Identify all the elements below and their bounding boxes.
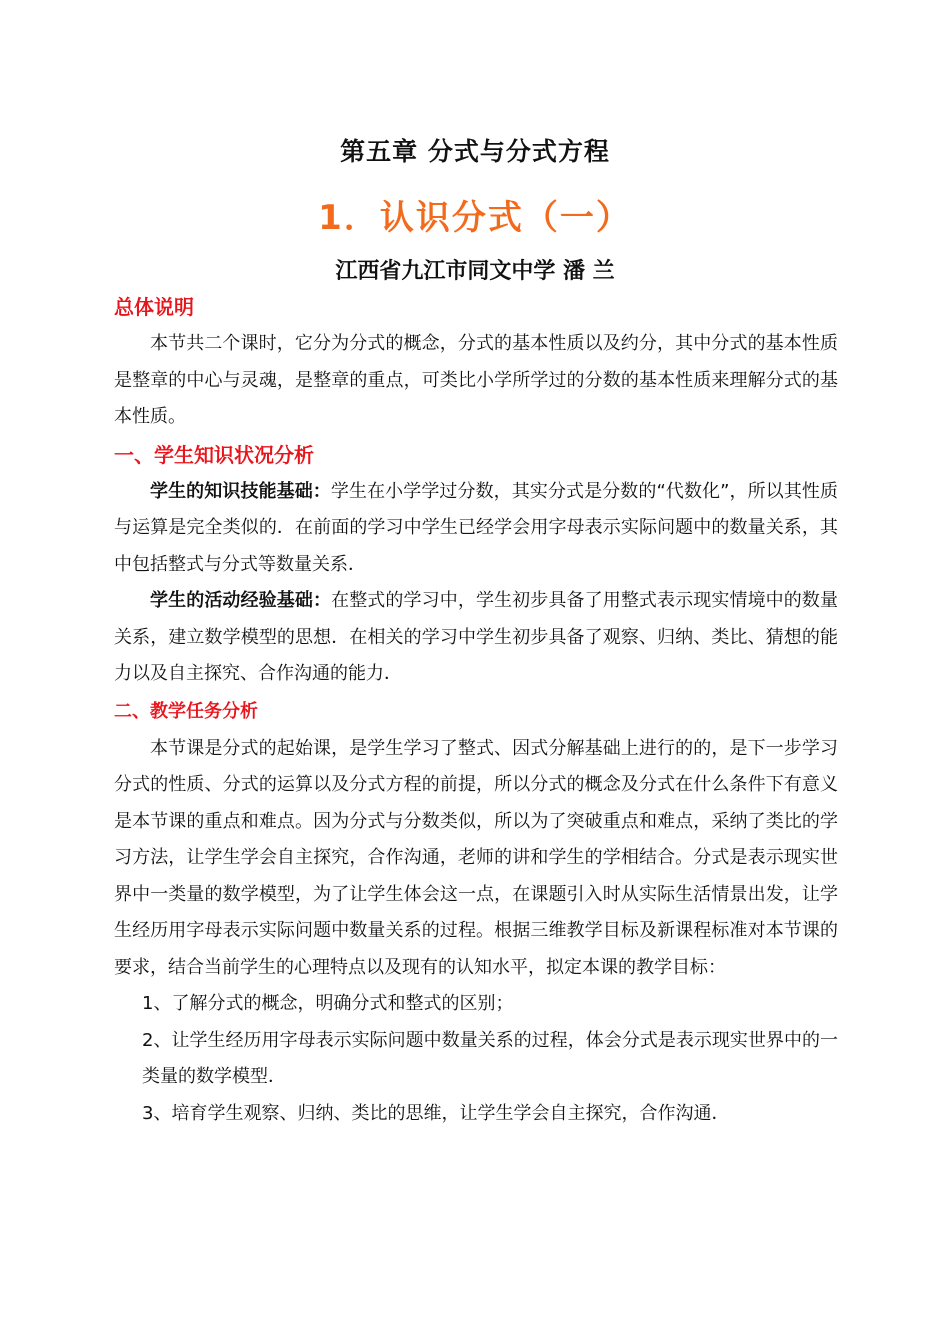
knowledge-text: 学生在小学学过分数，其实分式是分数的“代数化”，所以其性质与运算是完全类似的．在前面的学习中学生已经学会用字母表示实际问题中的数量关系，其中包括整式与分式等数量关系． xyxy=(114,480,839,575)
task-analysis-heading: 二、教学任务分析 xyxy=(114,700,258,722)
lesson-title: 1．认识分式（一） xyxy=(318,198,632,238)
activity-text: 在整式的学习中，学生初步具备了用整式表示现实情境中的数量关系，建立数学模型的思想．在相关的学习中学生初步具备了观察、归纳、类比、猜想的能力以及自主探究、合作沟通的能力． xyxy=(114,590,839,684)
author-line: 江西省九江市同文中学 潘 兰 xyxy=(335,259,615,284)
overview-heading: 总体说明 xyxy=(114,295,194,319)
overview-paragraph: 本节共二个课时，它分为分式的概念，分式的基本性质以及约分，其中分式的基本性质是整章的中心与灵魂，是整章的重点，可类比小学所学过的分数的基本性质来理解分式的基本性质。 xyxy=(114,333,838,427)
goal-item: 3、培育学生观察、归纳、类比的思维，让学生学会自主探究，合作沟通． xyxy=(142,1102,730,1124)
knowledge-paragraph xyxy=(114,474,838,584)
chapter-title: 第五章 分式与分式方程 xyxy=(340,137,610,166)
student-analysis-heading: 一、学生知识状况分析 xyxy=(114,442,314,467)
goal-item: 2、让学生经历用字母表示实际问题中数量关系的过程，体会分式是表示现实世界中的一类量的数学模型． xyxy=(142,1029,838,1087)
task-analysis-paragraph: 本节课是分式的起始课，是学生学习了整式、因式分解基础上进行的的，是下一步学习分式的性质、分式的运算以及分式方程的前提，所以分式的概念及分式在什么条件下有意义是本节课的重点和难点。因为分式与分数类似，所以为了突破重点和难点，采纳了类比的学习方法，让学生学会自主探究，合作沟通，老师的讲和学生的学相结合。分式是表示现实世界中一类量的数学模型，为了让学生体会这一点，在课题引入时从实际生活情景出发，让学生经历用字母表示实际问题中数量关系的过程。根据三维教学目标及新课程标准对本节课的要求，结合当前学生的心理特点以及现有的认知水平，拟定本课的教学目标： xyxy=(114,737,838,978)
activity-lead: 学生的活动经验基础： xyxy=(150,590,332,611)
document-body xyxy=(114,288,838,1132)
goal-item: 1、了解分式的概念，明确分式和整式的区别； xyxy=(142,993,514,1014)
activity-paragraph xyxy=(114,583,838,693)
knowledge-lead: 学生的知识技能基础： xyxy=(150,480,331,502)
